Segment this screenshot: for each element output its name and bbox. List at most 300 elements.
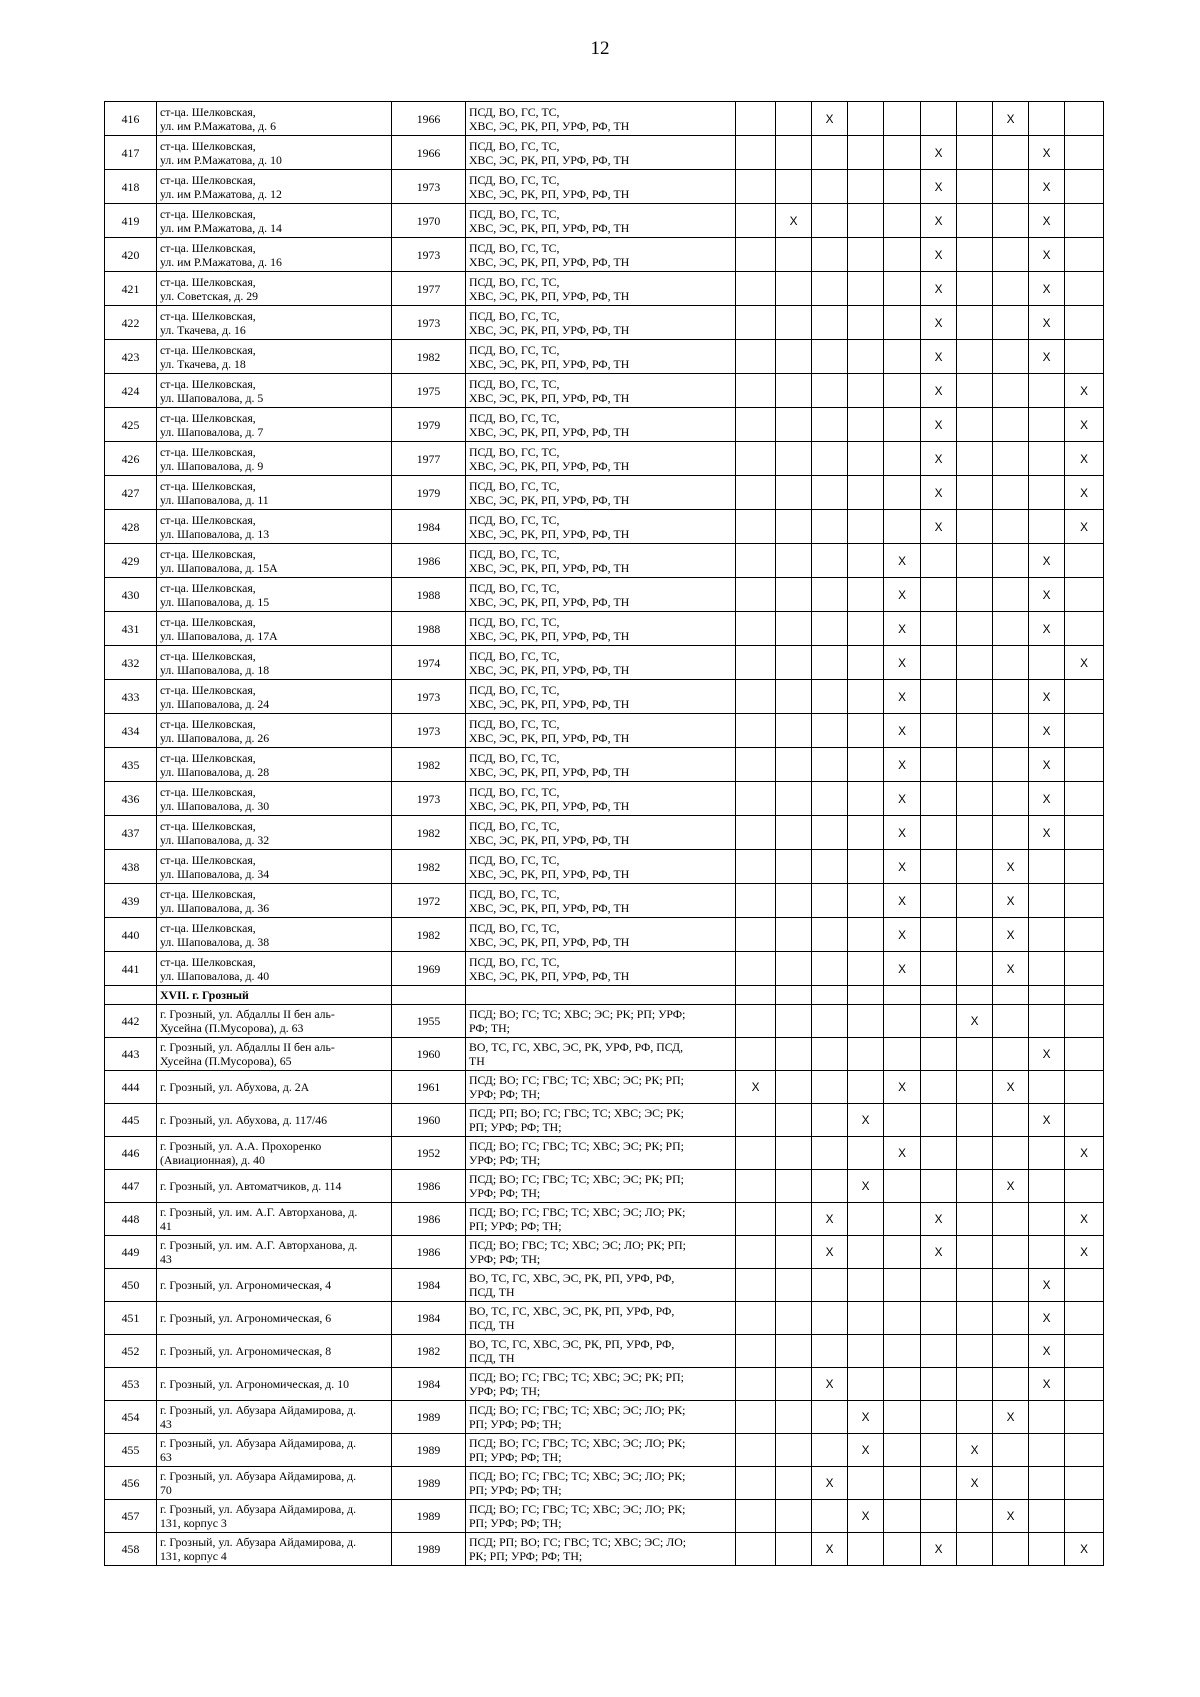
period-mark-cell [812,340,848,374]
period-mark-cell [884,1236,921,1269]
period-mark-cell [812,1038,848,1071]
period-mark-cell [993,510,1029,544]
period-mark-cell [957,884,993,918]
period-mark-cell [776,340,812,374]
period-mark-cell [884,1005,921,1038]
period-mark-cell [1029,510,1065,544]
address-cell: ст-ца. Шелковская, ул. Шаповалова, д. 34 [157,850,392,884]
works-list-cell: ВО, ТС, ГС, ХВС, ЭС, РК, РП, УРФ, РФ, ПСД, ТН [466,1269,736,1302]
period-mark-cell [957,238,993,272]
period-mark-cell [957,1137,993,1170]
period-mark-cell [736,1500,776,1533]
period-mark-cell [993,646,1029,680]
period-mark-cell [776,408,812,442]
period-mark-cell [736,612,776,646]
period-mark-cell [957,1071,993,1104]
works-list-cell: ПСД, ВО, ГС, ТС, ХВС, ЭС, РК, РП, УРФ, РФ, ТН [466,918,736,952]
table-row [105,680,1104,714]
period-mark-x: X [884,1071,921,1104]
period-mark-x: X [884,714,921,748]
period-mark-cell [736,442,776,476]
period-mark-cell [957,102,993,136]
period-mark-x: X [993,952,1029,986]
table-row [105,714,1104,748]
period-mark-cell [736,238,776,272]
table-row [105,1302,1104,1335]
year-cell: 1984 [392,510,466,544]
empty-cell [921,986,957,1005]
period-mark-cell [848,952,884,986]
year-cell: 1989 [392,1500,466,1533]
row-number: 451 [105,1302,157,1335]
works-list-cell: ПСД, ВО, ГС, ТС, ХВС, ЭС, РК, РП, УРФ, РФ, ТН [466,374,736,408]
period-mark-cell [812,782,848,816]
period-mark-cell [1065,238,1104,272]
year-cell: 1973 [392,782,466,816]
period-mark-cell [1029,1434,1065,1467]
period-mark-cell [848,918,884,952]
table-row [105,1533,1104,1566]
period-mark-cell [993,714,1029,748]
period-mark-cell [848,1533,884,1566]
period-mark-cell [1065,918,1104,952]
period-mark-cell [848,408,884,442]
period-mark-cell [993,408,1029,442]
period-mark-cell [1065,1467,1104,1500]
table-row [105,952,1104,986]
period-mark-cell [848,1302,884,1335]
period-mark-cell [921,1401,957,1434]
period-mark-cell [1029,1137,1065,1170]
address-cell: ст-ца. Шелковская, ул. им Р.Мажатова, д. 14 [157,204,392,238]
period-mark-cell [884,374,921,408]
works-list-cell: ПСД; ВО; ГС; ГВС; ТС; ХВС; ЭС; РК; РП; УРФ; РФ; ТН; [466,1137,736,1170]
period-mark-cell [1065,782,1104,816]
period-mark-x: X [848,1104,884,1137]
page-number: 12 [590,38,610,59]
period-mark-x: X [921,1236,957,1269]
table-row [105,748,1104,782]
period-mark-cell [776,646,812,680]
row-number: 423 [105,340,157,374]
period-mark-cell [736,1533,776,1566]
empty-cell [993,986,1029,1005]
period-mark-cell [736,272,776,306]
table-row [105,612,1104,646]
period-mark-cell [776,1236,812,1269]
year-cell: 1986 [392,1203,466,1236]
year-cell: 1955 [392,1005,466,1038]
period-mark-cell [921,102,957,136]
period-mark-cell [921,1269,957,1302]
table-row [105,136,1104,170]
table-row [105,1434,1104,1467]
works-list-cell: ПСД, ВО, ГС, ТС, ХВС, ЭС, РК, РП, УРФ, РФ, ТН [466,306,736,340]
period-mark-x: X [1029,306,1065,340]
row-number: 431 [105,612,157,646]
works-list-cell: ПСД, ВО, ГС, ТС, ХВС, ЭС, РК, РП, УРФ, РФ, ТН [466,238,736,272]
year-cell: 1972 [392,884,466,918]
period-mark-cell [776,1269,812,1302]
period-mark-cell [921,850,957,884]
period-mark-cell [957,782,993,816]
address-cell: ст-ца. Шелковская, ул. Шаповалова, д. 40 [157,952,392,986]
table-row [105,1467,1104,1500]
period-mark-x: X [1029,1104,1065,1137]
period-mark-x: X [812,1533,848,1566]
period-mark-cell [776,510,812,544]
works-list-cell: ПСД, ВО, ГС, ТС, ХВС, ЭС, РК, РП, УРФ, РФ, ТН [466,102,736,136]
period-mark-x: X [921,204,957,238]
period-mark-cell [957,442,993,476]
period-mark-cell [921,918,957,952]
period-mark-x: X [812,1467,848,1500]
period-mark-cell [848,510,884,544]
period-mark-cell [957,374,993,408]
empty-cell [736,986,776,1005]
row-number: 454 [105,1401,157,1434]
period-mark-cell [957,1401,993,1434]
works-list-cell: ПСД, ВО, ГС, ТС, ХВС, ЭС, РК, РП, УРФ, РФ, ТН [466,782,736,816]
works-list-cell: ПСД, ВО, ГС, ТС, ХВС, ЭС, РК, РП, УРФ, РФ, ТН [466,646,736,680]
period-mark-cell [1065,170,1104,204]
address-cell: ст-ца. Шелковская, ул. Шаповалова, д. 28 [157,748,392,782]
address-cell: г. Грозный, ул. Абдаллы II бен аль- Хусейна (П.Мусорова), 65 [157,1038,392,1071]
period-mark-cell [776,612,812,646]
period-mark-cell [736,680,776,714]
period-mark-x: X [1029,238,1065,272]
period-mark-cell [993,1038,1029,1071]
period-mark-cell [776,748,812,782]
period-mark-cell [921,816,957,850]
period-mark-cell [957,306,993,340]
works-list-cell: ПСД, ВО, ГС, ТС, ХВС, ЭС, РК, РП, УРФ, РФ, ТН [466,578,736,612]
row-number: 445 [105,1104,157,1137]
period-mark-cell [957,1236,993,1269]
period-mark-cell [1065,714,1104,748]
period-mark-cell [848,612,884,646]
period-mark-cell [957,1533,993,1566]
period-mark-cell [993,782,1029,816]
period-mark-x: X [1029,816,1065,850]
period-mark-cell [993,374,1029,408]
period-mark-x: X [884,884,921,918]
period-mark-cell [848,306,884,340]
address-cell: ст-ца. Шелковская, ул. им Р.Мажатова, д. 12 [157,170,392,204]
period-mark-cell [884,170,921,204]
period-mark-cell [776,1533,812,1566]
period-mark-cell [776,1005,812,1038]
table-row [105,442,1104,476]
works-list-cell: ПСД, ВО, ГС, ТС, ХВС, ЭС, РК, РП, УРФ, РФ, ТН [466,204,736,238]
period-mark-cell [848,544,884,578]
period-mark-cell [993,340,1029,374]
period-mark-cell [776,1302,812,1335]
table-row [105,544,1104,578]
address-cell: ст-ца. Шелковская, ул. им Р.Мажатова, д. 10 [157,136,392,170]
period-mark-cell [921,884,957,918]
period-mark-cell [921,1071,957,1104]
empty-cell [105,986,157,1005]
period-mark-cell [993,1236,1029,1269]
table-row [105,816,1104,850]
period-mark-x: X [1065,1203,1104,1236]
period-mark-x: X [812,1236,848,1269]
period-mark-cell [1065,1269,1104,1302]
period-mark-cell [776,442,812,476]
period-mark-cell [776,1335,812,1368]
table-row [105,1269,1104,1302]
period-mark-cell [957,544,993,578]
period-mark-cell [993,1137,1029,1170]
address-cell: ст-ца. Шелковская, ул. Шаповалова, д. 30 [157,782,392,816]
period-mark-cell [993,612,1029,646]
period-mark-cell [921,1302,957,1335]
period-mark-cell [812,714,848,748]
period-mark-cell [1065,136,1104,170]
period-mark-cell [776,816,812,850]
period-mark-cell [848,340,884,374]
period-mark-cell [812,612,848,646]
period-mark-cell [884,1038,921,1071]
year-cell: 1982 [392,850,466,884]
row-number: 452 [105,1335,157,1368]
period-mark-cell [848,1368,884,1401]
period-mark-cell [776,238,812,272]
period-mark-cell [993,272,1029,306]
period-mark-cell [812,850,848,884]
period-mark-cell [921,952,957,986]
period-mark-x: X [993,1071,1029,1104]
year-cell: 1975 [392,374,466,408]
period-mark-cell [736,782,776,816]
row-number: 438 [105,850,157,884]
row-number: 446 [105,1137,157,1170]
period-mark-x: X [921,374,957,408]
period-mark-cell [812,1434,848,1467]
row-number: 453 [105,1368,157,1401]
period-mark-cell [812,1137,848,1170]
works-list-cell: ПСД, ВО, ГС, ТС, ХВС, ЭС, РК, РП, УРФ, РФ, ТН [466,816,736,850]
works-list-cell: ПСД; ВО; ГС; ГВС; ТС; ХВС; ЭС; ЛО; РК; РП; УРФ; РФ; ТН; [466,1434,736,1467]
period-mark-x: X [957,1467,993,1500]
period-mark-x: X [921,306,957,340]
address-cell: ст-ца. Шелковская, ул. Шаповалова, д. 24 [157,680,392,714]
period-mark-cell [957,1269,993,1302]
period-mark-cell [1029,1401,1065,1434]
period-mark-cell [884,204,921,238]
table-row [105,850,1104,884]
period-mark-cell [957,816,993,850]
year-cell: 1988 [392,578,466,612]
period-mark-cell [1029,646,1065,680]
period-mark-cell [776,544,812,578]
table-row [105,1104,1104,1137]
table-row [105,272,1104,306]
year-cell: 1977 [392,442,466,476]
period-mark-x: X [993,102,1029,136]
row-number: 426 [105,442,157,476]
row-number: 450 [105,1269,157,1302]
table-row [105,102,1104,136]
period-mark-cell [1065,578,1104,612]
address-cell: г. Грозный, ул. Абухова, д. 2А [157,1071,392,1104]
period-mark-cell [736,306,776,340]
address-cell: г. Грозный, ул. Агрономическая, д. 10 [157,1368,392,1401]
period-mark-x: X [1065,408,1104,442]
period-mark-x: X [1065,442,1104,476]
table-row [105,170,1104,204]
empty-cell [812,986,848,1005]
period-mark-x: X [1029,272,1065,306]
period-mark-cell [884,1401,921,1434]
period-mark-cell [736,1038,776,1071]
period-mark-cell [848,884,884,918]
period-mark-cell [1065,884,1104,918]
empty-cell [1065,986,1104,1005]
period-mark-cell [1065,1434,1104,1467]
period-mark-x: X [1029,544,1065,578]
period-mark-cell [776,782,812,816]
period-mark-cell [993,204,1029,238]
period-mark-x: X [884,918,921,952]
period-mark-x: X [921,340,957,374]
period-mark-cell [884,1368,921,1401]
year-cell: 1982 [392,1335,466,1368]
works-list-cell: ПСД, ВО, ГС, ТС, ХВС, ЭС, РК, РП, УРФ, РФ, ТН [466,884,736,918]
period-mark-cell [848,646,884,680]
period-mark-x: X [921,238,957,272]
period-mark-cell [921,1104,957,1137]
period-mark-cell [812,1005,848,1038]
period-mark-cell [776,1368,812,1401]
period-mark-x: X [848,1401,884,1434]
address-cell: ст-ца. Шелковская, ул. Советская, д. 29 [157,272,392,306]
period-mark-cell [812,510,848,544]
year-cell: 1970 [392,204,466,238]
period-mark-cell [884,102,921,136]
period-mark-cell [812,442,848,476]
period-mark-x: X [884,816,921,850]
period-mark-cell [921,1500,957,1533]
period-mark-cell [957,1203,993,1236]
year-cell: 1982 [392,816,466,850]
period-mark-cell [921,1005,957,1038]
year-cell: 1966 [392,136,466,170]
period-mark-x: X [1029,578,1065,612]
period-mark-cell [736,1104,776,1137]
period-mark-cell [1065,1368,1104,1401]
year-cell: 1979 [392,476,466,510]
period-mark-x: X [1029,1368,1065,1401]
period-mark-cell [993,1005,1029,1038]
address-cell: г. Грозный, ул. Абузара Айдамирова, д. 43 [157,1401,392,1434]
address-cell: ст-ца. Шелковская, ул. Шаповалова, д. 11 [157,476,392,510]
period-mark-x: X [1029,680,1065,714]
period-mark-cell [736,1137,776,1170]
row-number: 416 [105,102,157,136]
works-list-cell: ПСД, ВО, ГС, ТС, ХВС, ЭС, РК, РП, УРФ, РФ, ТН [466,442,736,476]
table-row [105,1368,1104,1401]
row-number: 424 [105,374,157,408]
period-mark-cell [1065,1005,1104,1038]
period-mark-cell [736,102,776,136]
row-number: 455 [105,1434,157,1467]
address-cell: г. Грозный, ул. Автоматчиков, д. 114 [157,1170,392,1203]
period-mark-cell [1029,442,1065,476]
period-mark-cell [884,238,921,272]
period-mark-cell [736,136,776,170]
period-mark-x: X [1029,612,1065,646]
empty-cell [957,986,993,1005]
period-mark-cell [848,1467,884,1500]
row-number: 444 [105,1071,157,1104]
period-mark-x: X [1065,510,1104,544]
table-row [105,204,1104,238]
address-cell: ст-ца. Шелковская, ул. им Р.Мажатова, д. 6 [157,102,392,136]
period-mark-x: X [921,272,957,306]
period-mark-cell [736,544,776,578]
period-mark-cell [776,850,812,884]
period-mark-x: X [1029,170,1065,204]
address-cell: г. Грозный, ул. Абузара Айдамирова, д. 131, корпус 3 [157,1500,392,1533]
period-mark-cell [776,918,812,952]
period-mark-x: X [884,646,921,680]
address-cell: ст-ца. Шелковская, ул. Шаповалова, д. 18 [157,646,392,680]
period-mark-cell [736,1203,776,1236]
period-mark-cell [921,1434,957,1467]
period-mark-cell [776,680,812,714]
period-mark-cell [957,1368,993,1401]
works-list-cell: ПСД; РП; ВО; ГС; ГВС; ТС; ХВС; ЭС; РК; РП; УРФ; РФ; ТН; [466,1104,736,1137]
period-mark-cell [1029,850,1065,884]
period-mark-cell [736,1236,776,1269]
table-row [105,646,1104,680]
period-mark-x: X [884,1137,921,1170]
period-mark-cell [1065,102,1104,136]
period-mark-cell [812,1401,848,1434]
period-mark-cell [736,510,776,544]
year-cell: 1989 [392,1401,466,1434]
period-mark-x: X [884,612,921,646]
row-number: 441 [105,952,157,986]
period-mark-cell [957,646,993,680]
period-mark-cell [736,850,776,884]
period-mark-x: X [1029,1038,1065,1071]
period-mark-cell [993,306,1029,340]
works-list-cell: ПСД, ВО, ГС, ТС, ХВС, ЭС, РК, РП, УРФ, РФ, ТН [466,476,736,510]
period-mark-x: X [993,1500,1029,1533]
period-mark-x: X [884,748,921,782]
period-mark-cell [736,952,776,986]
table-row [105,1038,1104,1071]
period-mark-cell [1065,1401,1104,1434]
period-mark-cell [776,1401,812,1434]
period-mark-cell [993,748,1029,782]
year-cell: 1973 [392,238,466,272]
works-list-cell: ВО, ТС, ГС, ХВС, ЭС, РК, РП, УРФ, РФ, ПСД, ТН [466,1335,736,1368]
year-cell: 1974 [392,646,466,680]
period-mark-cell [1065,1302,1104,1335]
works-list-cell: ПСД, ВО, ГС, ТС, ХВС, ЭС, РК, РП, УРФ, РФ, ТН [466,680,736,714]
period-mark-x: X [736,1071,776,1104]
period-mark-cell [921,612,957,646]
address-cell: ст-ца. Шелковская, ул. Шаповалова, д. 7 [157,408,392,442]
period-mark-x: X [848,1170,884,1203]
works-list-cell: ПСД; ВО; ГС; ГВС; ТС; ХВС; ЭС; ЛО; РК; РП; УРФ; РФ; ТН; [466,1500,736,1533]
period-mark-cell [957,1170,993,1203]
row-number: 427 [105,476,157,510]
